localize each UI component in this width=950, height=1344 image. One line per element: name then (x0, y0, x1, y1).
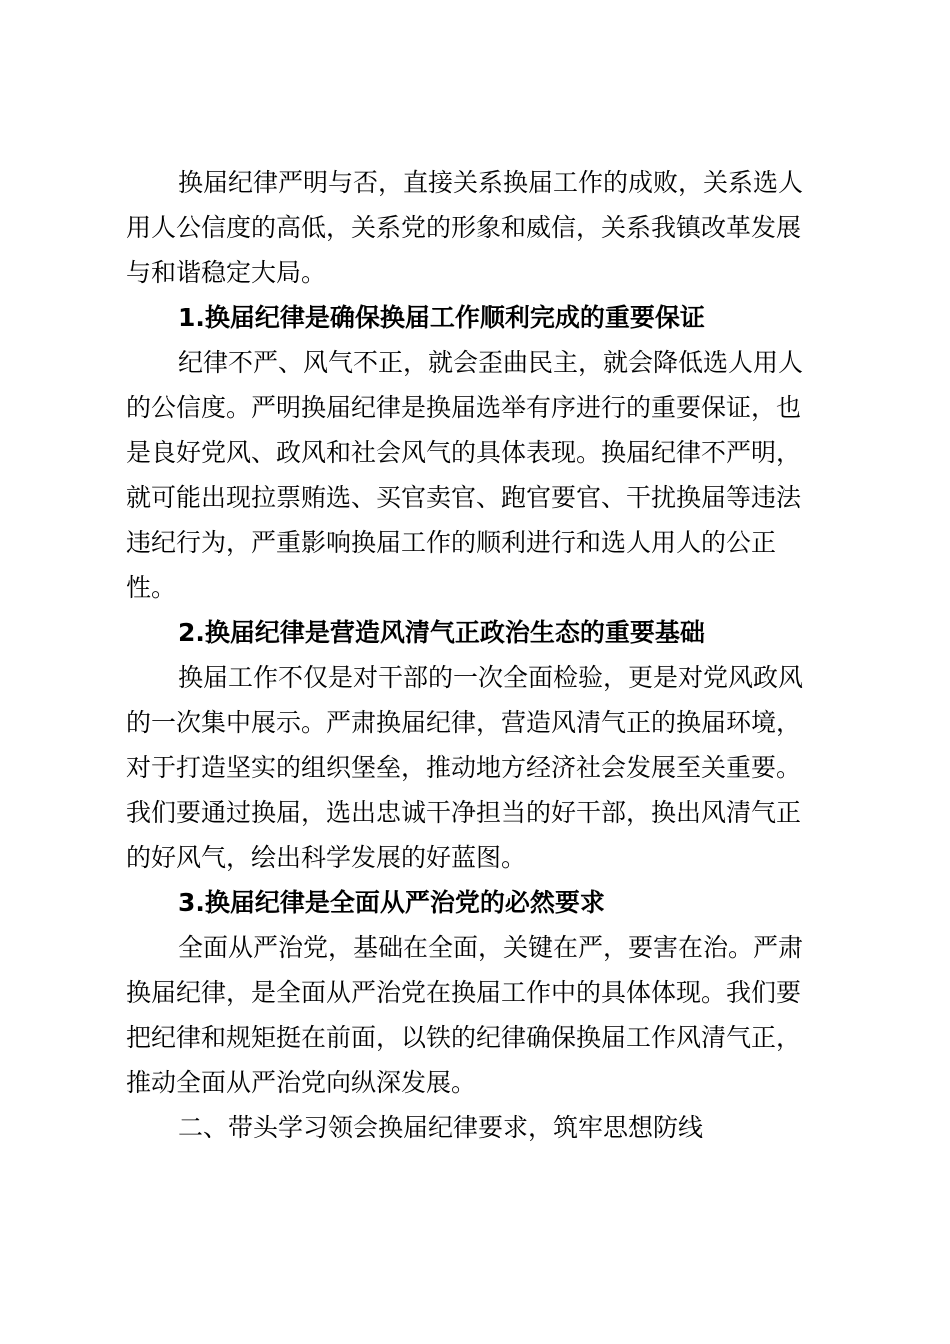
heading-line: 二、带头学习领会换届纪律要求，筑牢思想防线 (178, 1113, 704, 1142)
paragraph-line: 对于打造坚实的组织堡垒，推动地方经济社会发展至关重要。 (126, 753, 802, 782)
body-paragraph (126, 160, 826, 295)
section-heading-3 (126, 880, 826, 925)
paragraph-line: 我们要通过换届，选出忠诚干净担当的好干部，换出风清气正 (126, 798, 802, 827)
heading-line: 1.换届纪律是确保换届工作顺利完成的重要保证 (178, 303, 705, 332)
paragraph-line: 与和谐稳定大局。 (126, 258, 327, 287)
paragraph-line: 的公信度。严明换届纪律是换届选举有序进行的重要保证，也 (126, 393, 802, 422)
paragraph-line: 换届工作不仅是对干部的一次全面检验，更是对党风政风 (178, 663, 804, 692)
heading-line: 2.换届纪律是营造风清气正政治生态的重要基础 (178, 618, 705, 647)
paragraph-line: 就可能出现拉票贿选、买官卖官、跑官要官、干扰换届等违法 (126, 483, 802, 512)
heading-line: 3.换届纪律是全面从严治党的必然要求 (178, 888, 605, 917)
section-heading-1 (126, 295, 826, 340)
paragraph-line: 性。 (126, 573, 177, 602)
paragraph-line: 的好风气，绘出科学发展的好蓝图。 (126, 843, 527, 872)
paragraph-line: 用人公信度的高低，关系党的形象和威信，关系我镇改革发展 (126, 213, 802, 242)
paragraph-line: 的一次集中展示。严肃换届纪律，营造风清气正的换届环境， (126, 708, 802, 737)
paragraph-line: 换届纪律，是全面从严治党在换届工作中的具体体现。我们要 (126, 978, 802, 1007)
body-paragraph (126, 655, 826, 880)
paragraph-line: 换届纪律严明与否，直接关系换届工作的成败，关系选人 (178, 168, 804, 197)
paragraph-line: 全面从严治党，基础在全面，关键在严，要害在治。严肃 (178, 933, 804, 962)
body-paragraph (126, 925, 826, 1105)
chapter-heading (126, 1105, 826, 1150)
paragraph-line: 把纪律和规矩挺在前面，以铁的纪律确保换届工作风清气正， (126, 1023, 802, 1052)
section-heading-2 (126, 610, 826, 655)
document-body (126, 160, 826, 1150)
paragraph-line: 纪律不严、风气不正，就会歪曲民主，就会降低选人用人 (178, 348, 804, 377)
paragraph-line: 违纪行为，严重影响换届工作的顺利进行和选人用人的公正 (126, 528, 777, 557)
body-paragraph (126, 340, 826, 610)
paragraph-line: 推动全面从严治党向纵深发展。 (126, 1068, 477, 1097)
paragraph-line: 是良好党风、政风和社会风气的具体表现。换届纪律不严明， (126, 438, 802, 467)
